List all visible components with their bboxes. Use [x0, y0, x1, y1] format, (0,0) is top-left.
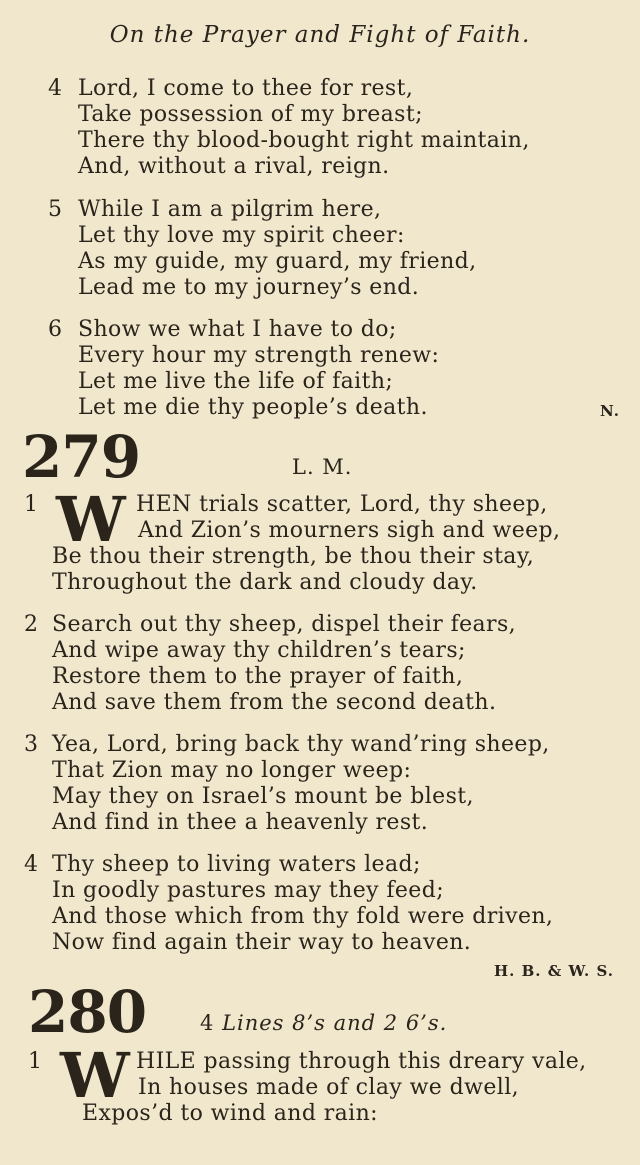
verse-line: Throughout the dark and cloudy day. [52, 570, 478, 595]
stanza-number: 5 [48, 197, 62, 222]
stanza-number: 4 [48, 76, 62, 101]
verse-line: And, without a rival, reign. [78, 154, 390, 179]
verse-line: Search out thy sheep, dispel their fears, [52, 612, 517, 637]
verse-line: And find in thee a heavenly rest. [52, 810, 429, 835]
verse-line: That Zion may no longer weep: [52, 758, 412, 783]
verse-line: Be thou their strength, be thou their stay, [52, 544, 535, 569]
verse-line: Expos’d to wind and rain: [82, 1101, 378, 1126]
verse-line: Lead me to my journey’s end. [78, 275, 420, 300]
verse-line: Now find again their way to heaven. [52, 930, 472, 955]
verse-line: Every hour my strength renew: [78, 343, 440, 368]
verse-line: Thy sheep to living waters lead; [52, 852, 421, 877]
drop-cap: W [56, 483, 126, 556]
stanza-number: 1 [24, 492, 38, 517]
hymn-number: 279 [22, 423, 141, 491]
verse-line: While I am a pilgrim here, [78, 197, 382, 222]
verse-line: And those which from thy fold were driven, [52, 904, 554, 929]
verse-line: May they on Israel’s mount be blest, [52, 784, 474, 809]
stanza-number: 2 [24, 612, 38, 637]
stanza-number: 4 [24, 852, 38, 877]
verse-line: Yea, Lord, bring back thy wand’ring sheep, [52, 732, 550, 757]
meter-label [200, 1010, 447, 1036]
verse-line: And save them from the second death. [52, 690, 497, 715]
page-header: On the Prayer and Fight of Faith. [109, 22, 531, 48]
author-attribution: N. [600, 402, 620, 420]
verse-line: HILE passing through this dreary vale, [136, 1049, 587, 1074]
author-attribution: H. B. & W. S. [494, 962, 614, 980]
verse-line: As my guide, my guard, my friend, [78, 249, 477, 274]
verse-line: Lord, I come to thee for rest, [78, 76, 414, 101]
meter-description: Lines 8’s and 2 6’s. [222, 1011, 448, 1035]
hymn-number: 280 [28, 978, 147, 1046]
verse-line: Let thy love my spirit cheer: [78, 223, 405, 248]
verse-line: Show we what I have to do; [78, 317, 397, 342]
verse-line: Restore them to the prayer of faith, [52, 664, 464, 689]
verse-line: HEN trials scatter, Lord, thy sheep, [136, 492, 548, 517]
verse-line: Let me die thy people’s death. [78, 395, 428, 420]
verse-line: And wipe away thy children’s tears; [52, 638, 466, 663]
stanza-number: 6 [48, 317, 62, 342]
drop-cap: W [60, 1039, 130, 1112]
meter-label: L. M. [292, 455, 353, 479]
verse-line: Let me live the life of faith; [78, 369, 394, 394]
verse-line: There thy blood-bought right maintain, [78, 128, 530, 153]
meter-count: 4 [200, 1011, 215, 1035]
verse-line: And Zion’s mourners sigh and weep, [138, 518, 561, 543]
verse-line: In goodly pastures may they feed; [52, 878, 445, 903]
verse-line: In houses made of clay we dwell, [138, 1075, 520, 1100]
verse-line: Take possession of my breast; [78, 102, 423, 127]
stanza-number: 3 [24, 732, 38, 757]
stanza-number: 1 [28, 1049, 42, 1074]
